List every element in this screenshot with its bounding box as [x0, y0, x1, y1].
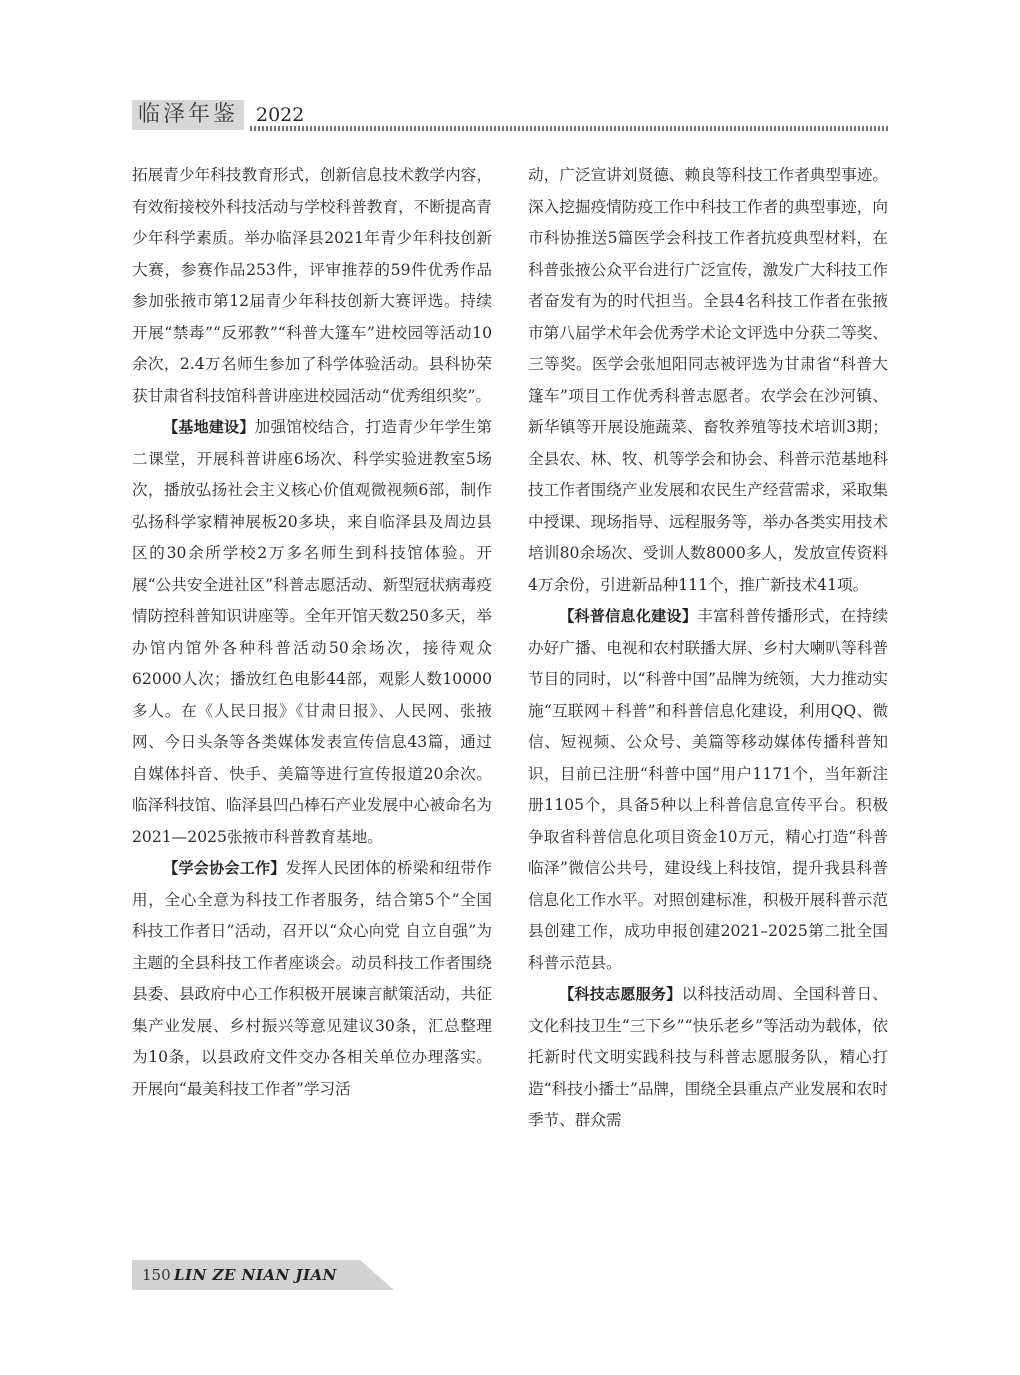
section-title-society-work: 【学会协会工作】 — [163, 859, 286, 877]
page-footer — [132, 1260, 394, 1290]
paragraph-informatization — [528, 601, 888, 979]
right-column — [528, 160, 888, 1137]
running-header — [132, 100, 888, 134]
section-text-volunteer-service: 以科技活动周、全国科普日、文化科技卫生“三下乡”“快乐老乡”等活动为载体，依托新时代文明实践科技与科普志愿服务队，精心打造“科技小播士”品牌，围绕全县重点产业发展和农时季节、群众需 — [528, 985, 888, 1129]
paragraph-continued-right: 动，广泛宣讲刘贤德、赖良等科技工作者典型事迹。深入挖掘疫情防疫工作中科技工作者的典型事迹，向市科协推送5篇医学会科技工作者抗疫典型材料，在科普张掖公众平台进行广泛宣传，激发广大科技工作者奋发有为的时代担当。全县4名科技工作者在张掖市第八届学术年会优秀学术论文评选中分获二等奖、三等奖。医学会张旭阳同志被评选为甘肃省“科普大篷车”项目工作优秀科普志愿者。农学会在沙河镇、新华镇等开展设施蔬菜、畜牧养殖等技术培训3期；全县农、林、牧、机等学会和协会、科普示范基地科技工作者围绕产业发展和农民生产经营需求，采取集中授课、现场指导、远程服务等，举办各类实用技术培训80余场次、受训人数8000多人，发放宣传资料4万余份，引进新品种111个，推广新技术41项。 — [528, 166, 888, 594]
yearbook-year: 2022 — [256, 104, 305, 126]
paragraph-volunteer-service — [528, 979, 888, 1137]
section-text-informatization: 丰富科普传播形式，在持续办好广播、电视和农村联播大屏、乡村大喇叭等科普节目的同时，以“科普中国”品牌为统领，大力推动实施“互联网＋科普”和科普信息化建设，利用QQ、微信、短视频、公众号、美篇等移动媒体传播科普知识，目前已注册“科普中国”用户1171个，当年新注册1105个，具备5种以上科普信息宣传平台。积极争取省科普信息化项目资金10万元，精心打造“科普临泽”微信公共号，建设线上科技馆，提升我县科普信息化工作水平。对照创建标准，积极开展科普示范县创建工作，成功申报创建2021–2025第二批全国科普示范县。 — [528, 607, 888, 972]
page-number: 150 — [142, 1266, 171, 1284]
paragraph-base-construction — [132, 412, 492, 853]
paragraph-society-work — [132, 853, 492, 1105]
yearbook-title: 临泽年鉴 — [132, 100, 244, 130]
section-title-informatization: 【科普信息化建设】 — [559, 607, 698, 625]
section-text-base-construction: 加强馆校结合，打造青少年学生第二课堂，开展科普讲座6场次、科学实验进教室5场次，播放弘扬社会主义核心价值观微视频6部，制作弘扬科学家精神展板20多块，来自临泽县及周边县区的30余所学校2万多名师生到科技馆体验。开展“公共安全进社区”科普志愿活动、新型冠状病毒疫情防控科普知识讲座等。全年开馆天数250多天，举办馆内馆外各种科普活动50余场次，接待观众62000人次；播放红色电影44部，观影人数10000多人。在《人民日报》《甘肃日报》、人民网、张掖网、今日头条等各类媒体发表宣传信息43篇，通过自媒体抖音、快手、美篇等进行宣传报道20余次。临泽科技馆、临泽县凹凸棒石产业发展中心被命名为2021—2025张掖市科普教育基地。 — [132, 418, 492, 846]
paragraph-continued: 拓展青少年科技教育形式，创新信息技术教学内容，有效衔接校外科技活动与学校科普教育，不断提高青少年科学素质。举办临泽县2021年青少年科技创新大赛，参赛作品253件，评审推荐的59件优秀作品参加张掖市第12届青少年科技创新大赛评选。持续开展“禁毒”“反邪教”“科普大篷车”进校园等活动10余次，2.4万名师生参加了科学体验活动。县科协荣获甘肃省科技馆科普讲座进校园活动“优秀组织奖”。 — [132, 166, 492, 405]
section-title-base-construction: 【基地建设】 — [163, 418, 255, 436]
section-title-volunteer-service: 【科技志愿服务】 — [559, 985, 682, 1003]
header-dotted-rule — [250, 126, 888, 131]
section-text-society-work: 发挥人民团体的桥梁和纽带作用，全心全意为科技工作者服务，结合第5个“全国科技工作者日”活动，召开以“众心向党 自立自强”为主题的全县科技工作者座谈会。动员科技工作者围绕县委、县政府中心工作积极开展谏言献策活动，共征集产业发展、乡村振兴等意见建议30条，汇总整理为10条，以县政府文件交办各相关单位办理落实。开展向“最美科技工作者”学习活 — [132, 859, 492, 1098]
left-column — [132, 160, 492, 1105]
footer-title: LIN ZE NIAN JIAN — [174, 1266, 337, 1284]
